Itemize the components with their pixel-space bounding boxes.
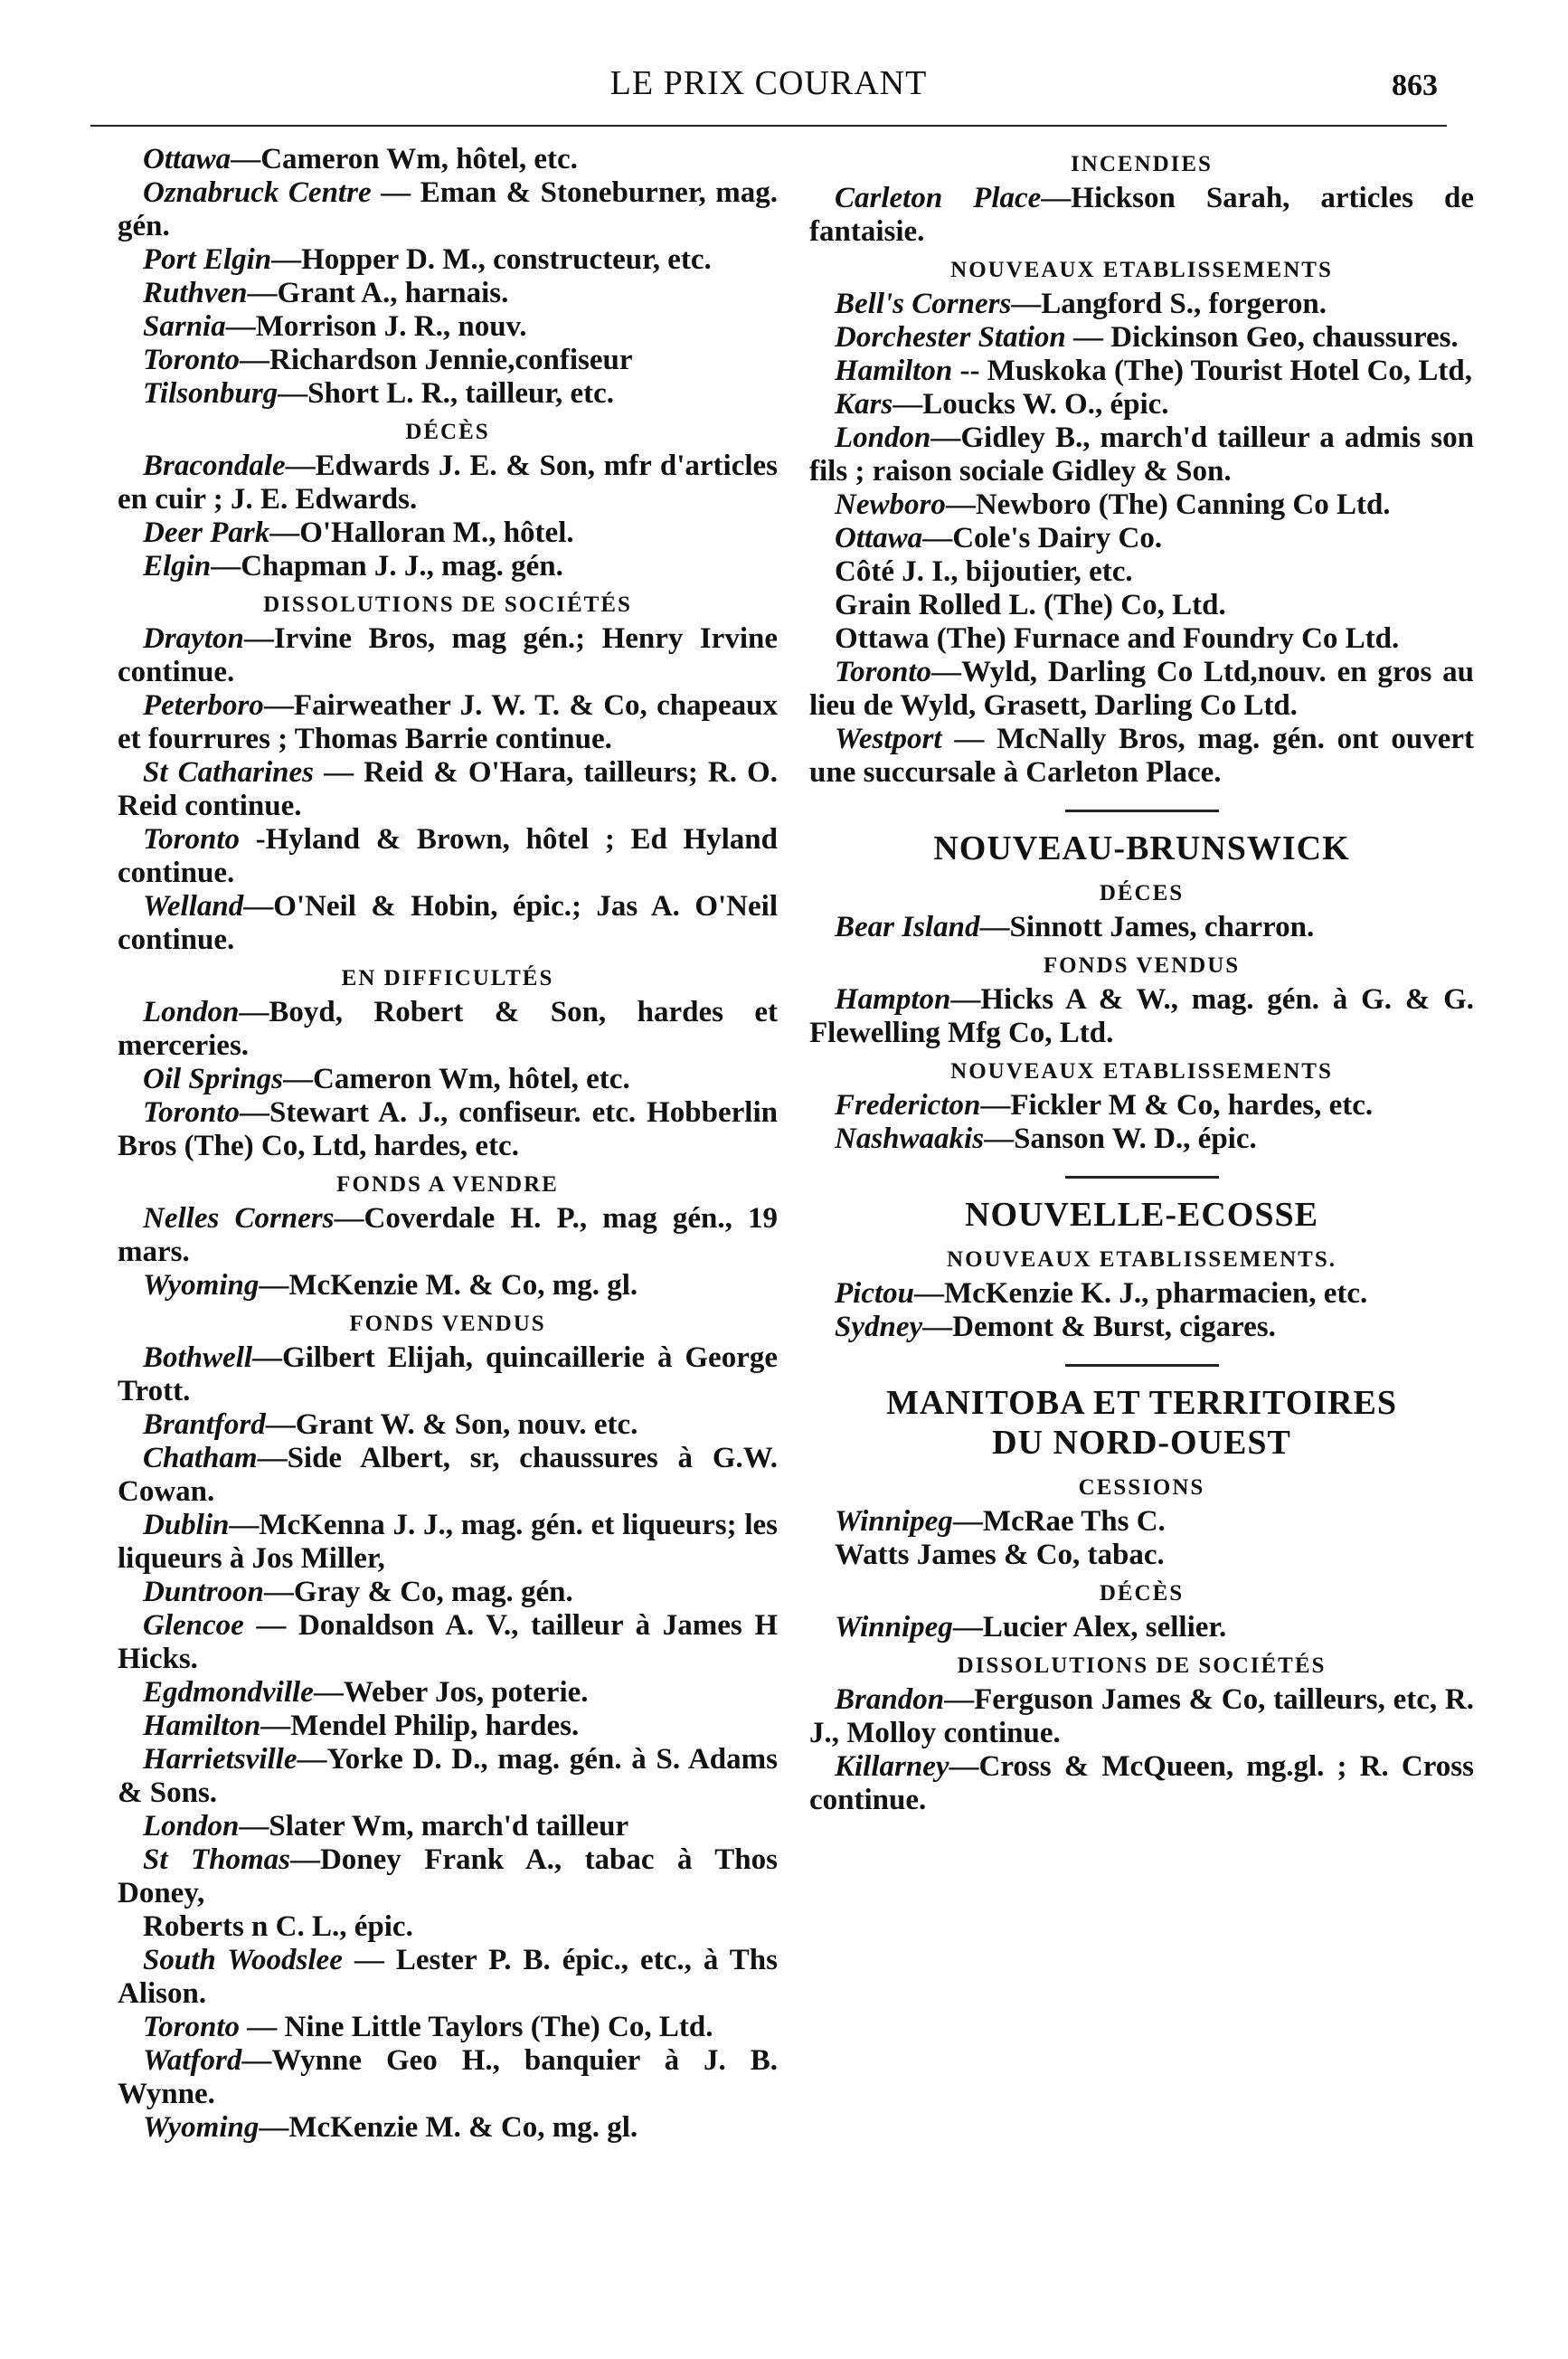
listing-entry	[809, 1311, 1474, 1344]
listing-place: Welland	[143, 890, 244, 923]
listing-place: Carleton Place	[835, 182, 1042, 214]
listing-text: — Eman & Stoneburner, mag. gén.	[118, 176, 778, 242]
nouveaux-etablissements-section	[809, 288, 1474, 790]
listing-text: —Hickson Sarah, articles de fantaisie.	[809, 182, 1474, 248]
left-column	[118, 143, 778, 2145]
listing-text: —Hopper D. M., constructeur, etc.	[271, 243, 712, 276]
nouvelle-ecosse-title: NOUVELLE-ECOSSE	[965, 1196, 1318, 1234]
listing-text: — Donaldson A. V., tailleur à James H Hicks.	[118, 1609, 778, 1675]
listing-entry	[809, 1539, 1474, 1572]
listing-entry	[118, 1710, 778, 1743]
listing-place: Wyoming	[143, 1269, 260, 1302]
nouveau-brunswick-title: NOUVEAU-BRUNSWICK	[933, 829, 1350, 867]
listing-entry	[118, 1810, 778, 1843]
listing-place: Ruthven	[143, 277, 248, 309]
listing-entry	[118, 1944, 778, 2011]
listing-text: —Cameron Wm, hôtel, etc.	[282, 1063, 630, 1095]
listing-place: Deer Park	[143, 516, 270, 549]
listing-text: —Coverdale H. P., mag gén., 19 mars.	[118, 1202, 778, 1268]
listing-text: —McKenna J. J., mag. gén. et liqueurs; les liqueurs à Jos Miller,	[118, 1509, 778, 1575]
difficultes-section	[118, 996, 778, 1163]
listing-place: London	[143, 1810, 240, 1843]
listing-entry	[118, 1843, 778, 1910]
mb-dissolutions-section	[809, 1683, 1474, 1817]
listing-text: Grain Rolled L. (The) Co, Ltd.	[835, 589, 1226, 621]
listing-text: —Yorke D. D., mag. gén. à S. Adams & Sons.	[118, 1743, 778, 1809]
listing-entry	[118, 1202, 778, 1269]
fonds-vendus-heading: FONDS VENDUS	[349, 1312, 546, 1336]
listing-entry	[118, 689, 778, 756]
listing-place: Fredericton	[835, 1089, 981, 1122]
listing-entry	[118, 823, 778, 890]
listing-entry	[118, 1576, 778, 1609]
listing-entry	[118, 1743, 778, 1810]
listing-entry	[118, 277, 778, 310]
listing-entry	[118, 1442, 778, 1509]
mb-deces-heading: DÉCÈS	[1099, 1581, 1185, 1606]
listing-entry	[809, 488, 1474, 522]
listing-entry	[809, 422, 1474, 488]
listing-entry	[809, 555, 1474, 589]
listing-text: — Lester P. B. épic., etc., à Ths Alison.	[118, 1944, 778, 2010]
listing-place: Brandon	[835, 1683, 945, 1716]
listing-place: London	[835, 422, 931, 454]
listing-place: Killarney	[835, 1750, 949, 1783]
listing-place: Bracondale	[143, 450, 286, 482]
section-separator	[1065, 810, 1219, 812]
fonds-vendus-section	[118, 1341, 778, 2145]
incendies-section	[809, 182, 1474, 249]
listing-text: Ottawa (The) Furnace and Foundry Co Ltd.	[835, 622, 1400, 655]
nb-fonds-vendus-section	[809, 983, 1474, 1050]
fonds-a-vendre-section	[118, 1202, 778, 1303]
listing-text: —Newboro (The) Canning Co Ltd.	[945, 488, 1391, 521]
mb-deces-section	[809, 1611, 1474, 1644]
listing-entry	[809, 321, 1474, 355]
listing-text: — Reid & O'Hara, tailleurs; R. O. Reid continue.	[118, 756, 778, 822]
listing-place: Hamilton	[835, 355, 953, 387]
ontario-top-section	[118, 143, 778, 411]
listing-place: Bell's Corners	[835, 288, 1012, 320]
listing-entry	[118, 516, 778, 550]
listing-text: —Grant W. & Son, nouv. etc.	[265, 1408, 638, 1441]
listing-place: Toronto	[143, 2011, 240, 2043]
nb-etab-heading: NOUVEAUX ETABLISSEMENTS	[950, 1059, 1333, 1084]
listing-text: -Hyland & Brown, hôtel ; Ed Hyland continue.	[118, 823, 778, 889]
listing-place: Elgin	[143, 550, 212, 583]
listing-entry	[118, 1063, 778, 1096]
listing-place: Nelles Corners	[143, 1202, 335, 1235]
listing-entry	[118, 756, 778, 823]
listing-text: — McNally Bros, mag. gén. ont ouvert une succursale à Carleton Place.	[809, 723, 1474, 789]
listing-place: Wyoming	[143, 2111, 260, 2144]
listing-entry	[118, 450, 778, 516]
listing-entry	[118, 996, 778, 1063]
listing-entry	[809, 522, 1474, 555]
nb-fonds-vendus-heading: FONDS VENDUS	[1043, 953, 1241, 978]
listing-place: Toronto	[143, 1096, 240, 1129]
right-column	[809, 143, 1474, 1817]
listing-place: St Catharines	[143, 756, 314, 789]
listing-place: London	[143, 996, 240, 1028]
listing-entry	[118, 143, 778, 176]
listing-text: —O'Neil & Hobin, épic.; Jas A. O'Neil continue.	[118, 890, 778, 956]
listing-text: —Cross & McQueen, mg.gl. ; R. Cross continue.	[809, 1750, 1474, 1816]
manitoba-title-line2: DU NORD-OUEST	[992, 1424, 1291, 1462]
listing-place: Tilsonburg	[143, 377, 279, 410]
listing-text: —McKenzie M. & Co, mg. gl.	[259, 2111, 638, 2144]
incendies-heading: INCENDIES	[1071, 152, 1213, 176]
manitoba-title-line1: MANITOBA ET TERRITOIRES	[885, 1384, 1398, 1422]
listing-entry	[118, 622, 778, 689]
deces-section	[118, 450, 778, 583]
fonds-a-vendre-heading: FONDS A VENDRE	[336, 1172, 559, 1197]
listing-text: —Fairweather J. W. T. & Co, chapeaux et fourrures ; Thomas Barrie continue.	[118, 689, 778, 755]
listing-entry	[118, 890, 778, 957]
nb-deces-heading: DÉCES	[1099, 881, 1185, 905]
listing-place: Ottawa	[143, 143, 231, 175]
listing-text: —Mendel Philip, hardes.	[260, 1710, 580, 1742]
dissolutions-heading: DISSOLUTIONS DE SOCIÉTÉS	[263, 592, 632, 617]
page-number: 863	[1392, 69, 1438, 102]
listing-place: Newboro	[835, 488, 946, 521]
listing-place: Glencoe	[143, 1609, 244, 1642]
listing-place: Kars	[835, 388, 893, 421]
section-separator	[1065, 1364, 1219, 1367]
listing-text: —Lucier Alex, sellier.	[952, 1611, 1227, 1644]
listing-text: —Ferguson James & Co, tailleurs, etc, R. J., Molloy continue.	[809, 1683, 1474, 1749]
listing-place: Hampton	[835, 983, 951, 1016]
listing-text: —O'Halloran M., hôtel.	[269, 516, 574, 549]
mb-dissolutions-heading: DISSOLUTIONS DE SOCIÉTÉS	[957, 1653, 1327, 1678]
listing-text: — Nine Little Taylors (The) Co, Ltd.	[240, 2011, 713, 2043]
listing-text: —Wynne Geo H., banquier à J. B. Wynne.	[118, 2044, 778, 2110]
listing-place: Oznabruck Centre	[143, 176, 372, 209]
listing-text: Côté J. I., bijoutier, etc.	[835, 555, 1133, 588]
listing-place: Sarnia	[143, 310, 226, 343]
listing-place: Toronto	[143, 344, 240, 376]
listing-place: Dorchester Station	[835, 321, 1066, 354]
listing-entry	[118, 1910, 778, 1944]
listing-text: —Sanson W. D., épic.	[984, 1123, 1257, 1155]
listing-entry	[809, 911, 1474, 944]
listing-place: Watford	[143, 2044, 242, 2077]
listing-entry	[809, 723, 1474, 790]
listing-place: Peterboro	[143, 689, 264, 722]
listing-entry	[118, 243, 778, 277]
listing-place: Winnipeg	[835, 1505, 953, 1538]
listing-text: —Demont & Burst, cigares.	[922, 1311, 1276, 1343]
listing-text: —Cole's Dairy Co.	[922, 522, 1163, 554]
listing-text: —McKenzie M. & Co, mg. gl.	[259, 1269, 638, 1302]
listing-place: Ottawa	[835, 522, 923, 554]
listing-place: Toronto	[143, 823, 240, 856]
listing-text: —Morrison J. R., nouv.	[225, 310, 527, 343]
listing-text: —Slater Wm, march'd tailleur	[239, 1810, 629, 1843]
section-separator	[1065, 1176, 1219, 1179]
listing-text: -- Muskoka (The) Tourist Hotel Co, Ltd,	[952, 355, 1473, 387]
listing-entry	[809, 1683, 1474, 1750]
listing-text: —Irvine Bros, mag gén.; Henry Irvine continue.	[118, 622, 778, 688]
listing-text: —Gidley B., march'd tailleur a admis son fils ; raison sociale Gidley & Son.	[809, 422, 1474, 488]
listing-place: Pictou	[835, 1277, 914, 1310]
listing-entry	[809, 182, 1474, 249]
listing-entry	[809, 656, 1474, 723]
listing-place: Port Elgin	[143, 243, 272, 276]
mb-cessions-section	[809, 1505, 1474, 1572]
listing-place: Bothwell	[143, 1341, 253, 1374]
mb-cessions-heading: CESSIONS	[1078, 1475, 1205, 1500]
listing-text: —Side Albert, sr, chaussures à G.W. Cowan.	[118, 1442, 778, 1508]
listing-place: Toronto	[835, 656, 931, 688]
listing-entry	[809, 589, 1474, 622]
listing-text: —Chapman J. J., mag. gén.	[211, 550, 563, 583]
listing-place: Harrietsville	[143, 1743, 298, 1776]
listing-place: Oil Springs	[143, 1063, 283, 1095]
running-title: LE PRIX COURANT	[609, 64, 928, 102]
listing-place: Dublin	[143, 1509, 230, 1541]
listing-text: —Fickler M & Co, hardes, etc.	[980, 1089, 1374, 1122]
listing-entry	[809, 983, 1474, 1050]
listing-entry	[809, 1277, 1474, 1311]
difficultes-heading: EN DIFFICULTÉS	[341, 966, 554, 990]
deces-heading: DÉCÈS	[405, 420, 490, 444]
listing-entry	[809, 288, 1474, 321]
listing-text: — Dickinson Geo, chaussures.	[1065, 321, 1459, 354]
nb-deces-section	[809, 911, 1474, 944]
listing-text: —Loucks W. O., épic.	[893, 388, 1169, 421]
listing-entry	[809, 1123, 1474, 1156]
listing-entry	[809, 355, 1474, 388]
listing-text: —Short L. R., tailleur, etc.	[278, 377, 615, 410]
listing-text: —Cameron Wm, hôtel, etc.	[231, 143, 578, 175]
listing-place: Sydney	[835, 1311, 923, 1343]
listing-text: —Langford S., forgeron.	[1011, 288, 1327, 320]
listing-place: Westport	[835, 723, 942, 755]
listing-entry	[118, 1509, 778, 1576]
listing-text: —Richardson Jennie,confiseur	[240, 344, 633, 376]
listing-entry	[118, 1269, 778, 1303]
listing-text: —Hicks A & W., mag. gén. à G. & G. Flewelling Mfg Co, Ltd.	[809, 983, 1474, 1049]
listing-entry	[809, 1611, 1474, 1644]
listing-entry	[118, 2111, 778, 2145]
listing-entry	[118, 310, 778, 344]
manitoba-title	[809, 1383, 1474, 1463]
listing-place: Nashwaakis	[835, 1123, 985, 1155]
listing-place: South Woodslee	[143, 1944, 343, 1976]
ne-etab-heading: NOUVEAUX ETABLISSEMENTS.	[947, 1247, 1337, 1272]
listing-entry	[118, 2011, 778, 2044]
listing-text: —Doney Frank A., tabac à Thos Doney,	[118, 1843, 779, 1909]
listing-entry	[118, 1609, 778, 1676]
listing-text: —McRae Ths C.	[952, 1505, 1166, 1538]
listing-text: —Weber Jos, poterie.	[313, 1676, 589, 1709]
listing-entry	[118, 1408, 778, 1442]
nb-etab-section	[809, 1089, 1474, 1156]
listing-entry	[809, 1750, 1474, 1817]
listing-place: Winnipeg	[835, 1611, 953, 1644]
listing-place: St Thomas	[143, 1843, 290, 1876]
listing-entry	[118, 550, 778, 583]
listing-entry	[118, 1341, 778, 1408]
listing-place: Chatham	[143, 1442, 258, 1474]
listing-entry	[118, 344, 778, 377]
listing-place: Bear Island	[835, 911, 980, 943]
header-rule	[90, 125, 1447, 127]
listing-text: Watts James & Co, tabac.	[835, 1539, 1165, 1571]
nouveaux-etablissements-heading: NOUVEAUX ETABLISSEMENTS	[950, 258, 1333, 282]
listing-entry	[118, 377, 778, 411]
listing-entry	[809, 388, 1474, 422]
listing-text: —Stewart A. J., confiseur. etc. Hobberlin Bros (The) Co, Ltd, hardes, etc.	[118, 1096, 778, 1162]
dissolutions-section	[118, 622, 778, 957]
listing-text: —McKenzie K. J., pharmacien, etc.	[914, 1277, 1368, 1310]
listing-text: —Wyld, Darling Co Ltd,nouv. en gros au lieu de Wyld, Grasett, Darling Co Ltd.	[809, 656, 1474, 722]
listing-place: Drayton	[143, 622, 244, 655]
listing-entry	[809, 1089, 1474, 1123]
listing-text: —Gilbert Elijah, quincaillerie à George Trott.	[118, 1341, 778, 1407]
listing-entry	[118, 176, 778, 243]
listing-place: Hamilton	[143, 1710, 261, 1742]
listing-place: Egdmondville	[143, 1676, 314, 1709]
listing-entry	[118, 2044, 778, 2111]
listing-entry	[118, 1676, 778, 1710]
listing-text: —Sinnott James, charron.	[979, 911, 1315, 943]
listing-text: —Boyd, Robert & Son, hardes et merceries.	[118, 996, 778, 1062]
listing-text: —Edwards J. E. & Son, mfr d'articles en cuir ; J. E. Edwards.	[118, 450, 778, 516]
ne-etab-section	[809, 1277, 1474, 1344]
listing-entry	[809, 1505, 1474, 1539]
listing-place: Duntroon	[143, 1576, 264, 1608]
listing-text: Roberts n C. L., épic.	[143, 1910, 413, 1943]
listing-entry	[809, 622, 1474, 656]
listing-text: —Grant A., harnais.	[247, 277, 509, 309]
listing-entry	[118, 1096, 778, 1163]
listing-text: —Gray & Co, mag. gén.	[263, 1576, 573, 1608]
listing-place: Brantford	[143, 1408, 266, 1441]
